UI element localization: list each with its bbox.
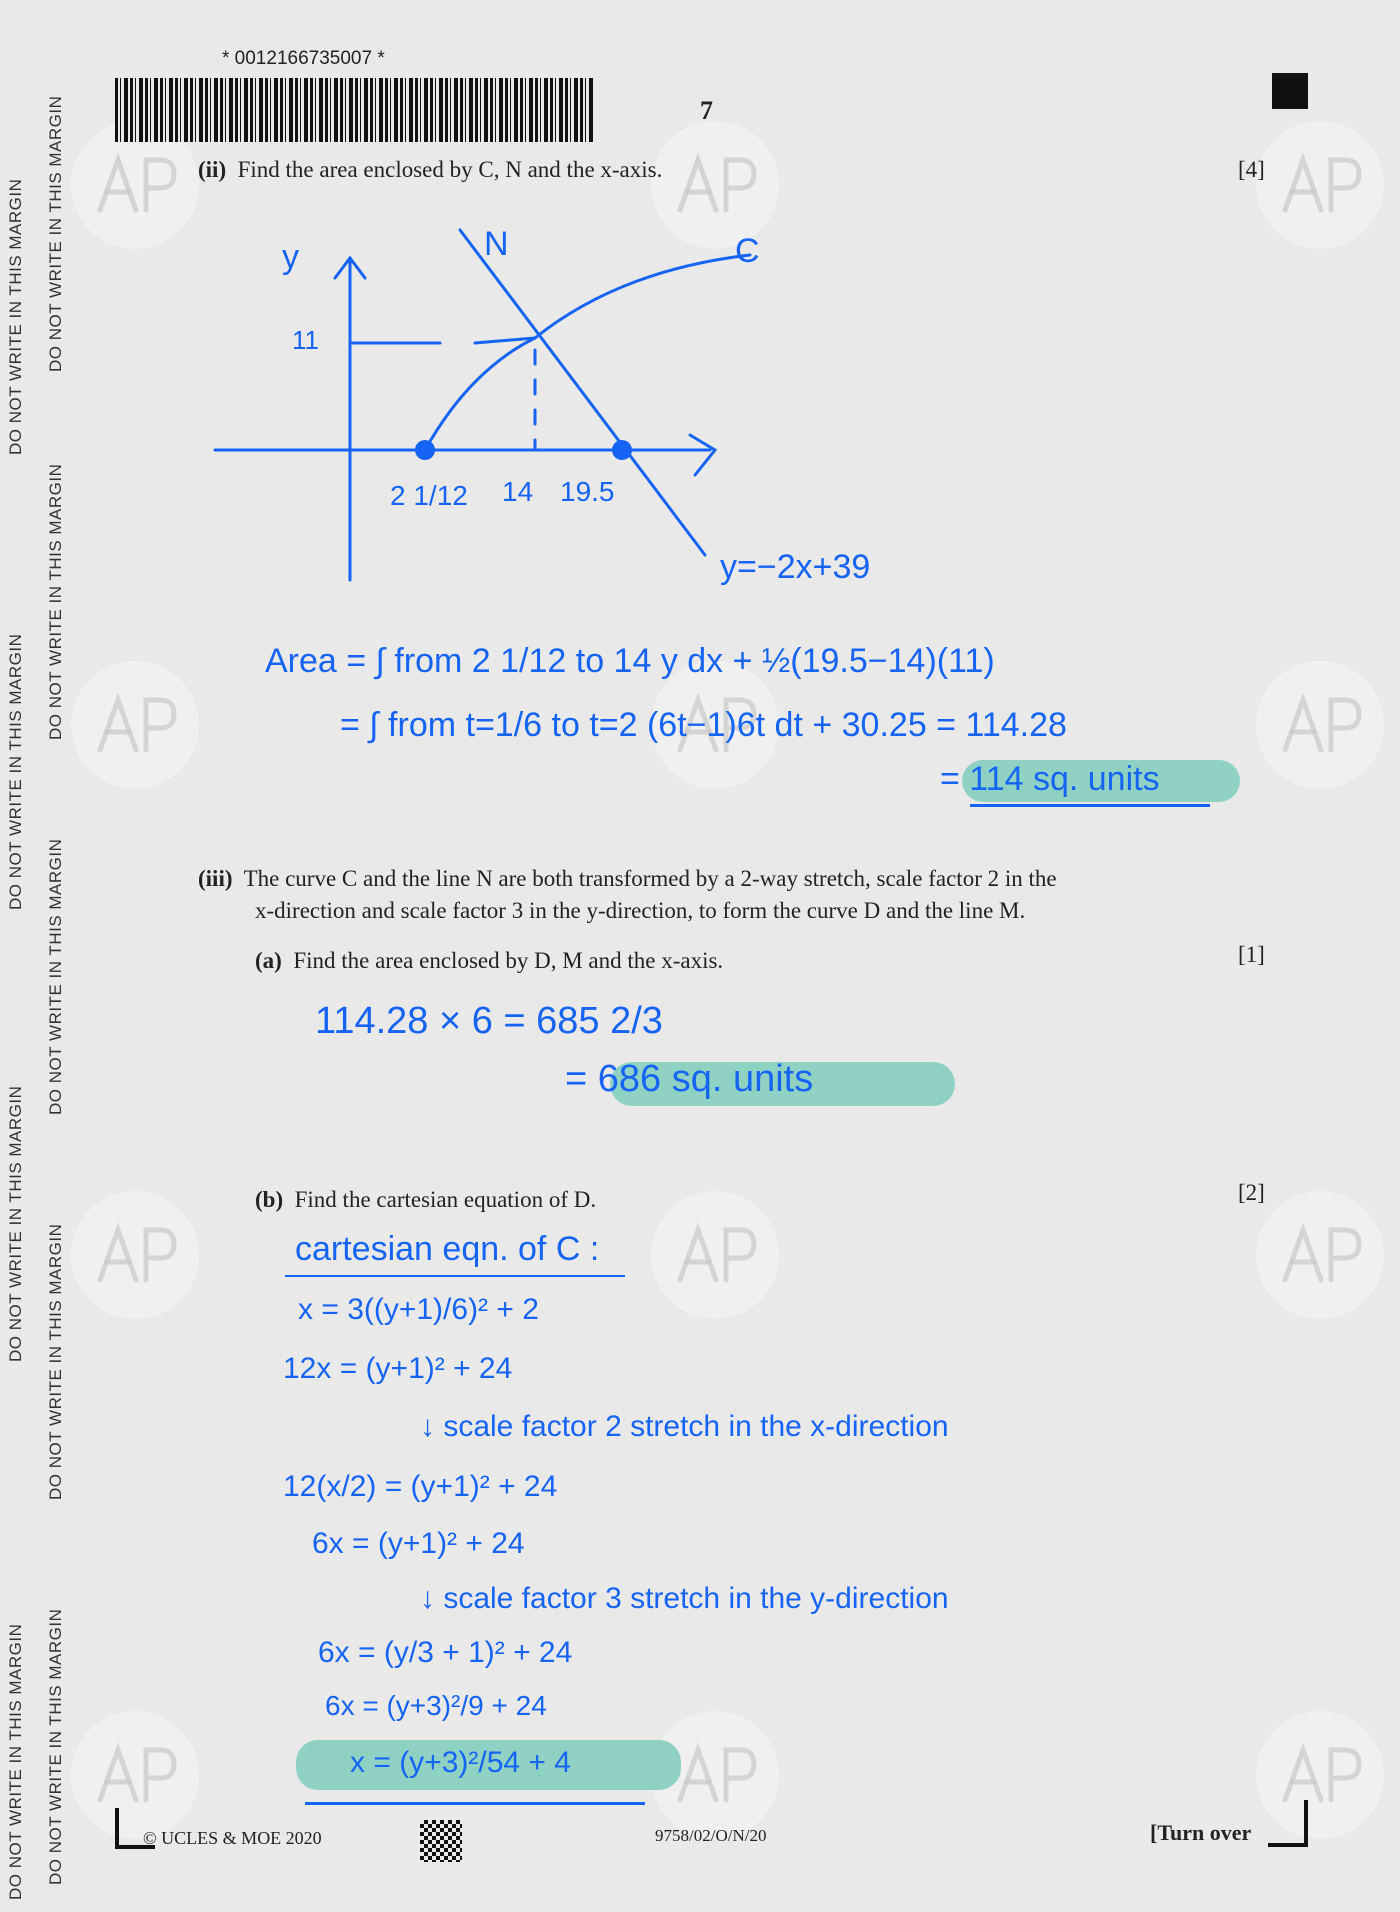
sketch-graph [150, 200, 950, 600]
corner-mark [115, 1808, 119, 1848]
corner-marker [1272, 73, 1308, 109]
line-equation: y=−2x+39 [720, 548, 871, 586]
margin-warning: DO NOT WRITE IN THIS MARGIN [46, 1223, 65, 1500]
x-axis-arrow [690, 435, 715, 475]
margin-warning: DO NOT WRITE IN THIS MARGIN [6, 633, 25, 910]
y-tick-label: 11 [292, 325, 319, 355]
working-b: 12x = (y+1)² + 24 [283, 1352, 513, 1385]
watermark-logo [1255, 1710, 1385, 1840]
qr-code [420, 1820, 462, 1862]
margin-warning: DO NOT WRITE IN THIS MARGIN [46, 838, 65, 1115]
working-line: = ∫ from t=1/6 to t=2 (6t−1)6t dt + 30.25 = 114.28 [340, 706, 1067, 744]
corner-mark [1268, 1843, 1308, 1847]
underline [970, 804, 1210, 807]
x-tick-label: 19.5 [560, 476, 615, 507]
margin-warning: DO NOT WRITE IN THIS MARGIN [46, 463, 65, 740]
watermark-logo [650, 1190, 780, 1320]
line-n-label: N [484, 225, 509, 263]
question-ii: (ii) Find the area enclosed by C, N and the x-axis. [198, 157, 663, 182]
watermark-logo [1255, 120, 1385, 250]
marks-b: [2] [1238, 1180, 1265, 1205]
underline [305, 1802, 645, 1805]
working-b: 12(x/2) = (y+1)² + 24 [283, 1470, 558, 1503]
margin-warning: DO NOT WRITE IN THIS MARGIN [46, 95, 65, 372]
intercept-point [415, 440, 435, 460]
y-axis-label: y [282, 238, 299, 276]
working-b: 6x = (y/3 + 1)² + 24 [318, 1636, 573, 1669]
working-b: 6x = (y+3)²/9 + 24 [325, 1690, 547, 1721]
working-b: cartesian eqn. of C : [295, 1230, 600, 1268]
marks-ii: [4] [1238, 157, 1265, 182]
x-tick-label: 2 1/12 [390, 480, 468, 511]
margin-warning: DO NOT WRITE IN THIS MARGIN [6, 178, 25, 455]
marks-a: [1] [1238, 942, 1265, 967]
curve-c [425, 255, 750, 450]
underline [285, 1275, 625, 1277]
question-iii: (iii) The curve C and the line N are both transformed by a 2-way stretch, scale factor 2 in the [198, 866, 1057, 891]
question-a: (a) Find the area enclosed by D, M and the x-axis. [255, 948, 724, 973]
margin-warning: DO NOT WRITE IN THIS MARGIN [46, 1608, 65, 1885]
working-line: Area = ∫ from 2 1/12 to 14 y dx + ½(19.5−14)(11) [265, 642, 995, 680]
x-tick-label: 14 [502, 476, 534, 507]
watermark-logo [1255, 1190, 1385, 1320]
answer-a: = 686 sq. units [565, 1058, 814, 1100]
copyright: © UCLES & MOE 2020 [143, 1828, 322, 1848]
corner-mark [1304, 1800, 1308, 1846]
question-b: (b) Find the cartesian equation of D. [255, 1187, 597, 1212]
barcode [115, 78, 595, 142]
working-b: 6x = (y+1)² + 24 [312, 1527, 525, 1560]
watermark-logo [70, 1710, 200, 1840]
working-a: 114.28 × 6 = 685 2/3 [315, 1000, 663, 1042]
margin-warning: DO NOT WRITE IN THIS MARGIN [6, 1623, 25, 1900]
curve-c-label: C [735, 232, 760, 270]
watermark-logo [1255, 660, 1385, 790]
page-number: 7 [700, 96, 713, 125]
margin-warning: DO NOT WRITE IN THIS MARGIN [6, 1085, 25, 1362]
working-b: ↓ scale factor 2 stretch in the x-direction [420, 1410, 949, 1443]
answer-b: x = (y+3)²/54 + 4 [350, 1746, 571, 1779]
barcode-number: * 0012166735007 * [222, 48, 385, 69]
working-b: x = 3((y+1)/6)² + 2 [298, 1293, 539, 1326]
turn-over: [Turn over [1150, 1820, 1252, 1845]
question-iii-cont: x-direction and scale factor 3 in the y-direction, to form the curve D and the line M. [255, 898, 1026, 923]
watermark-logo [70, 660, 200, 790]
watermark-logo [70, 1190, 200, 1320]
paper-code: 9758/02/O/N/20 [655, 1826, 767, 1845]
answer-ii: = 114 sq. units [940, 760, 1160, 798]
intercept-point [612, 440, 632, 460]
working-b: ↓ scale factor 3 stretch in the y-direction [420, 1582, 949, 1615]
